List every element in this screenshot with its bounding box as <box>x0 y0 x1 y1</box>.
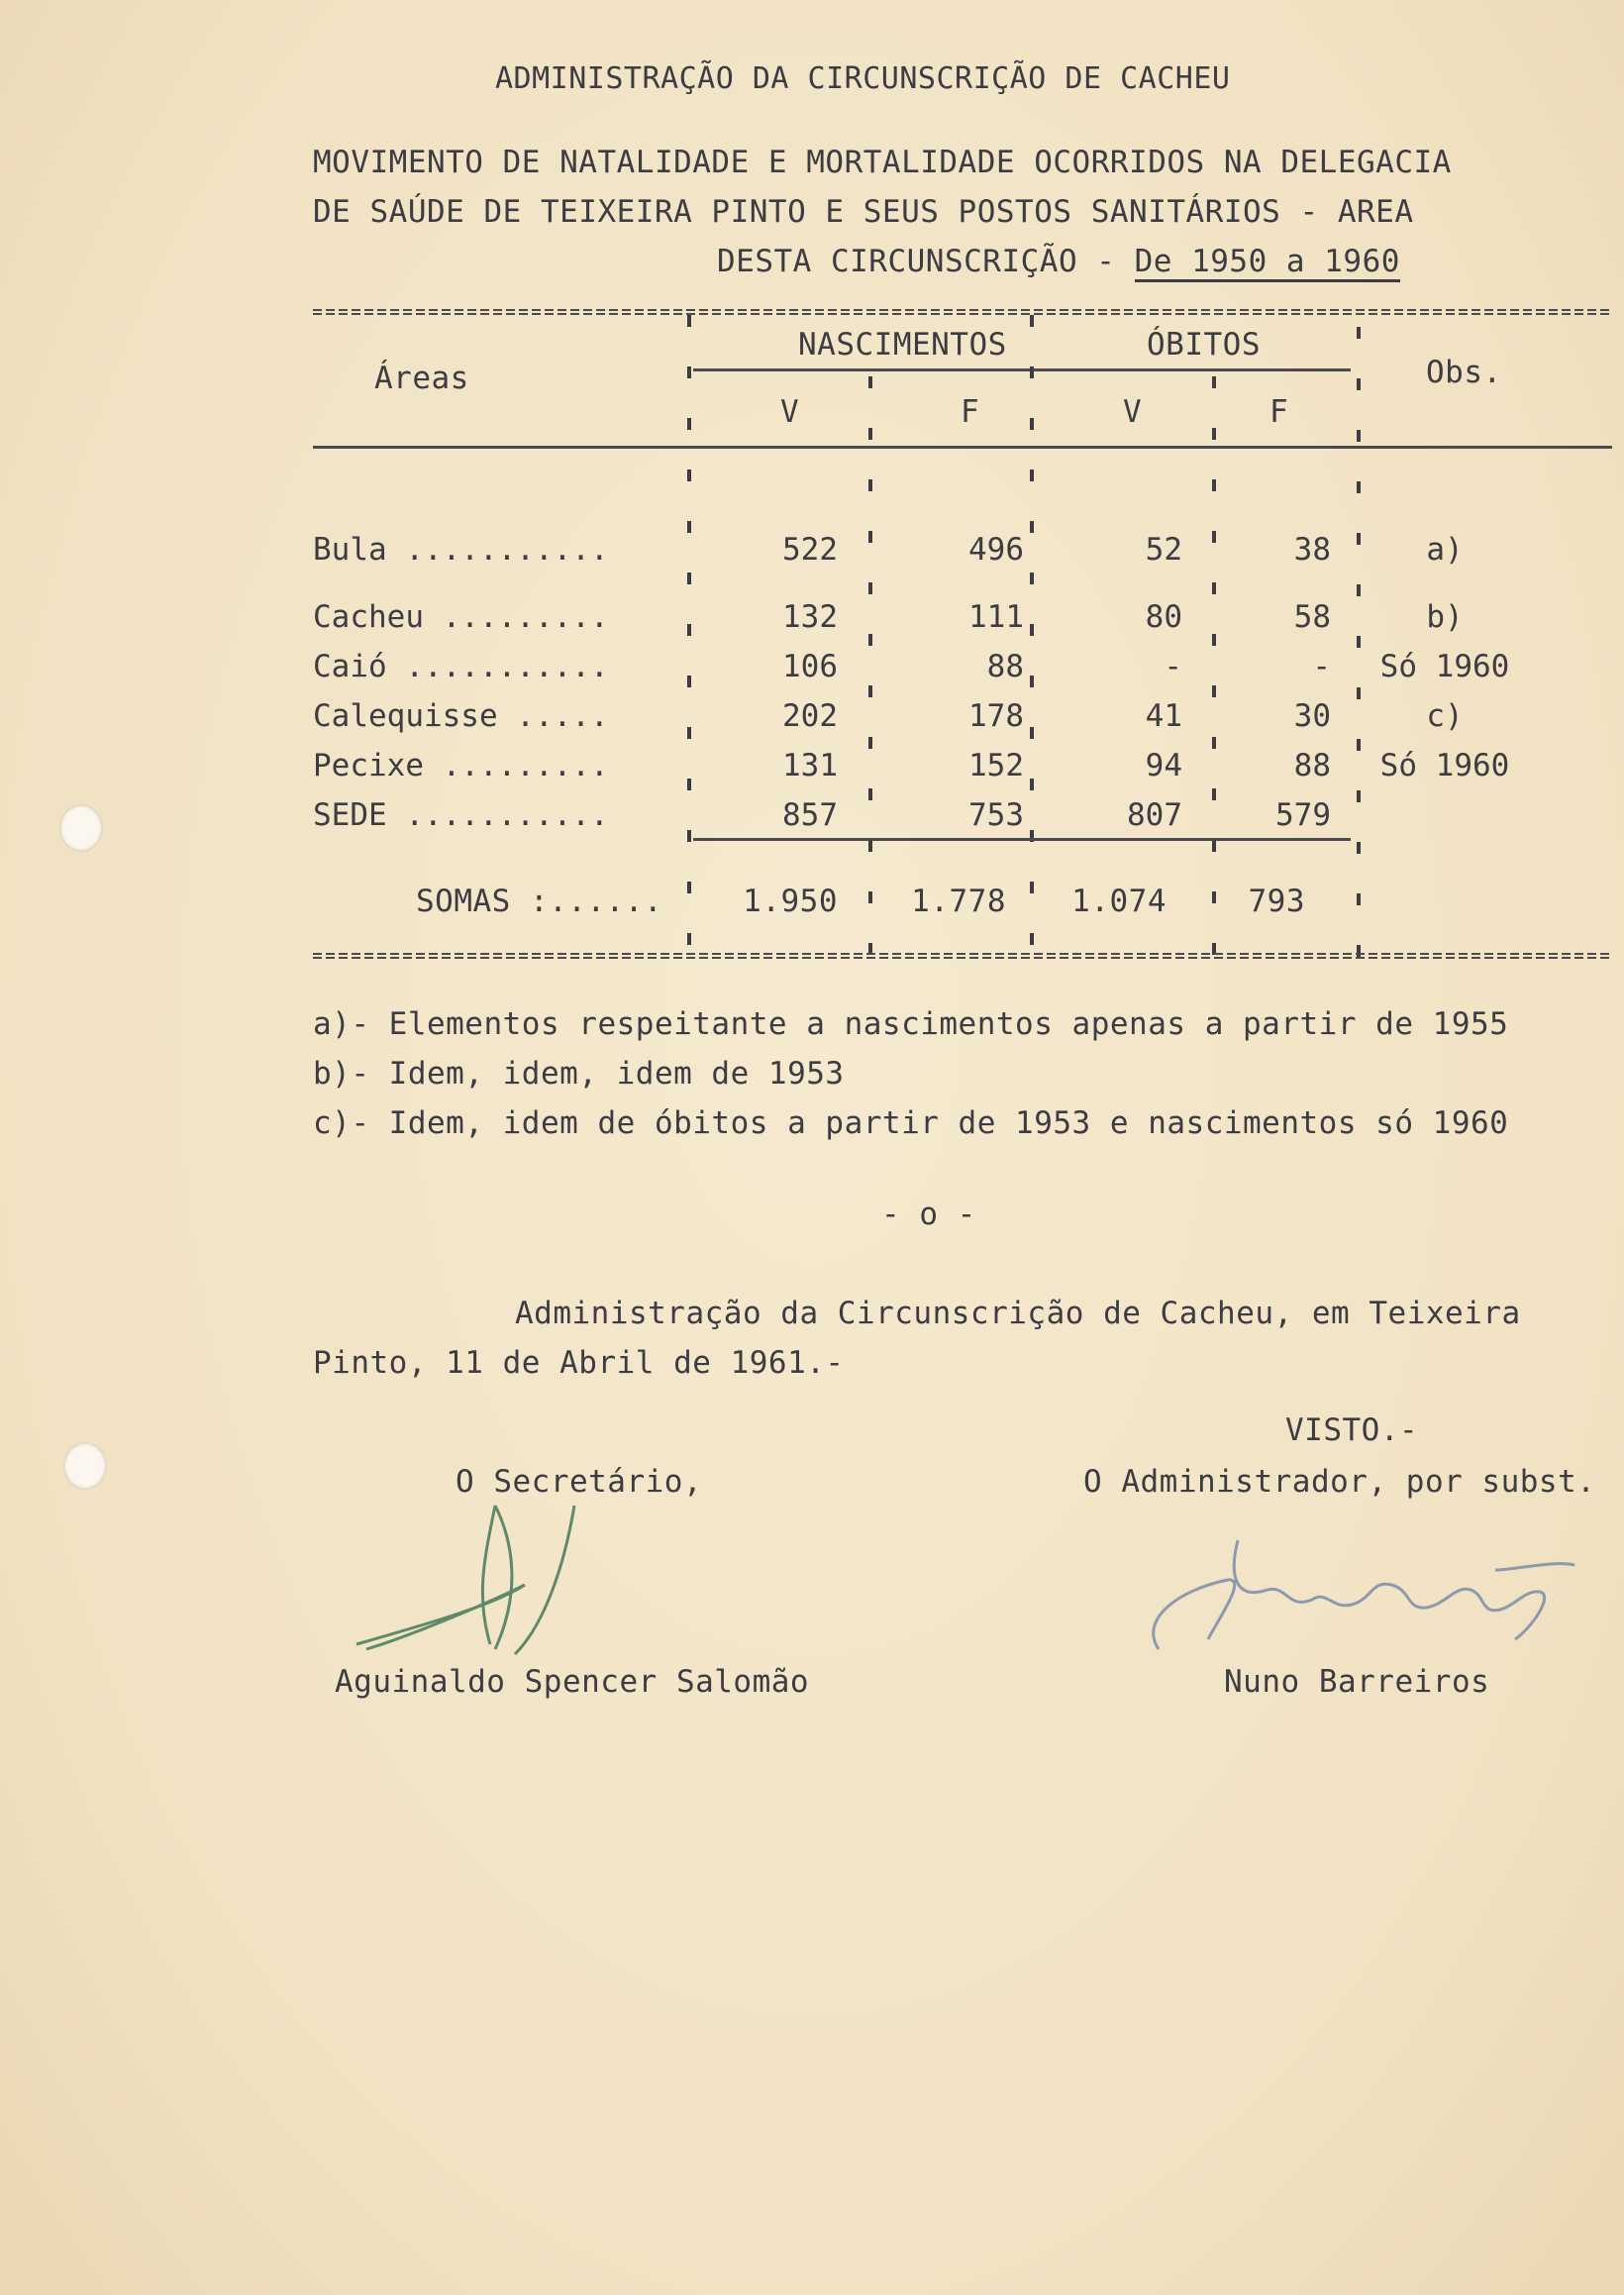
totals-label: SOMAS :...... <box>416 884 663 919</box>
closing-line-2: Pinto, 11 de Abril de 1961.- <box>313 1345 845 1381</box>
cell-births-v: 132 <box>782 599 838 635</box>
separator-mark: - o - <box>881 1197 976 1232</box>
table-row <box>313 691 1559 741</box>
secretary-signature <box>347 1486 614 1664</box>
cell-obs: c) <box>1426 698 1464 734</box>
cell-area: Bula ........... <box>313 532 609 568</box>
subheader-births-f: F <box>961 394 980 430</box>
table-row <box>313 592 1559 642</box>
row-spacer <box>313 574 1559 592</box>
punch-hole <box>63 1442 107 1490</box>
subtotal-rule <box>693 838 1351 841</box>
column-header-obs: Obs. <box>1426 355 1502 390</box>
cell-deaths-v: 94 <box>1145 748 1182 783</box>
cell-births-v: 857 <box>782 797 838 833</box>
cell-obs: b) <box>1426 599 1464 635</box>
cell-deaths-v: 41 <box>1145 698 1182 734</box>
cell-births-v: 131 <box>782 748 838 783</box>
closing-line-1: Administração da Circunscrição de Cacheu, em Teixeira <box>515 1296 1521 1331</box>
title-line-1: MOVIMENTO DE NATALIDADE E MORTALIDADE OCORRIDOS NA DELEGACIA <box>313 145 1452 180</box>
table-bottom-rule <box>313 951 1612 961</box>
secretary-name: Aguinaldo Spencer Salomão <box>335 1664 810 1700</box>
cell-obs: Só 1960 <box>1379 748 1510 783</box>
column-header-births: NASCIMENTOS <box>798 327 1007 363</box>
cell-births-f: 88 <box>986 649 1024 684</box>
footnote-c: c)- Idem, idem de óbitos a partir de 1953 e nascimentos só 1960 <box>313 1105 1509 1141</box>
title-line-2: DE SAÚDE DE TEIXEIRA PINTO E SEUS POSTOS SANITÁRIOS - AREA <box>313 194 1414 230</box>
cell-births-f: 496 <box>968 532 1024 568</box>
cell-obs: a) <box>1426 532 1464 568</box>
visto-label: VISTO.- <box>1285 1412 1419 1448</box>
subheader-births-v: V <box>780 394 800 430</box>
cell-deaths-f: 58 <box>1293 599 1331 635</box>
group-header-underline <box>693 368 1351 371</box>
cell-area: Caió ........... <box>313 649 609 684</box>
cell-deaths-v: 80 <box>1145 599 1182 635</box>
cell-births-f: 178 <box>968 698 1024 734</box>
cell-deaths-f: 88 <box>1293 748 1331 783</box>
title-period: De 1950 a 1960 <box>1135 244 1400 282</box>
table-row <box>313 741 1559 790</box>
secretary-role: O Secretário, <box>456 1464 703 1500</box>
cell-births-v: 522 <box>782 532 838 568</box>
cell-deaths-v: 52 <box>1145 532 1182 568</box>
cell-births-v: 202 <box>782 698 838 734</box>
cell-deaths-v: 807 <box>1127 797 1182 833</box>
table-row <box>313 790 1559 840</box>
data-table <box>313 525 1559 840</box>
cell-area: SEDE ........... <box>313 797 609 833</box>
cell-births-f: 152 <box>968 748 1024 783</box>
total-deaths-f: 793 <box>1248 884 1305 919</box>
cell-births-f: 753 <box>968 797 1024 833</box>
total-deaths-v: 1.074 <box>1071 884 1167 919</box>
cell-area: Calequisse ..... <box>313 698 609 734</box>
administration-header: ADMINISTRAÇÃO DA CIRCUNSCRIÇÃO DE CACHEU <box>495 61 1231 96</box>
title-line-3-prefix: DESTA CIRCUNSCRIÇÃO - <box>717 244 1135 279</box>
cell-area: Cacheu ......... <box>313 599 609 635</box>
subheader-deaths-f: F <box>1269 394 1289 430</box>
title-line-3 <box>717 244 1400 279</box>
cell-deaths-f: 38 <box>1293 532 1331 568</box>
administrator-role: O Administrador, por subst. <box>1083 1464 1596 1500</box>
header-bottom-rule <box>313 446 1612 449</box>
cell-obs <box>1331 790 1559 840</box>
table-row <box>313 525 1559 574</box>
cell-births-f: 111 <box>968 599 1024 635</box>
subheader-deaths-v: V <box>1123 394 1143 430</box>
administrator-name: Nuno Barreiros <box>1224 1664 1490 1700</box>
column-header-deaths: ÓBITOS <box>1147 327 1261 363</box>
cell-births-v: 106 <box>782 649 838 684</box>
cell-deaths-f: - <box>1312 649 1331 684</box>
cell-area: Pecixe ......... <box>313 748 609 783</box>
total-births-v: 1.950 <box>743 884 838 919</box>
total-births-f: 1.778 <box>911 884 1006 919</box>
administrator-signature <box>1139 1530 1604 1669</box>
table-row <box>313 642 1559 691</box>
footnote-a: a)- Elementos respeitante a nascimentos apenas a partir de 1955 <box>313 1006 1509 1042</box>
punch-hole <box>59 804 103 852</box>
column-header-areas: Áreas <box>374 361 469 396</box>
table-top-rule <box>313 307 1612 317</box>
cell-obs: Só 1960 <box>1379 649 1510 684</box>
cell-deaths-f: 579 <box>1275 797 1331 833</box>
cell-deaths-f: 30 <box>1293 698 1331 734</box>
cell-deaths-v: - <box>1164 649 1182 684</box>
footnote-b: b)- Idem, idem, idem de 1953 <box>313 1056 845 1092</box>
